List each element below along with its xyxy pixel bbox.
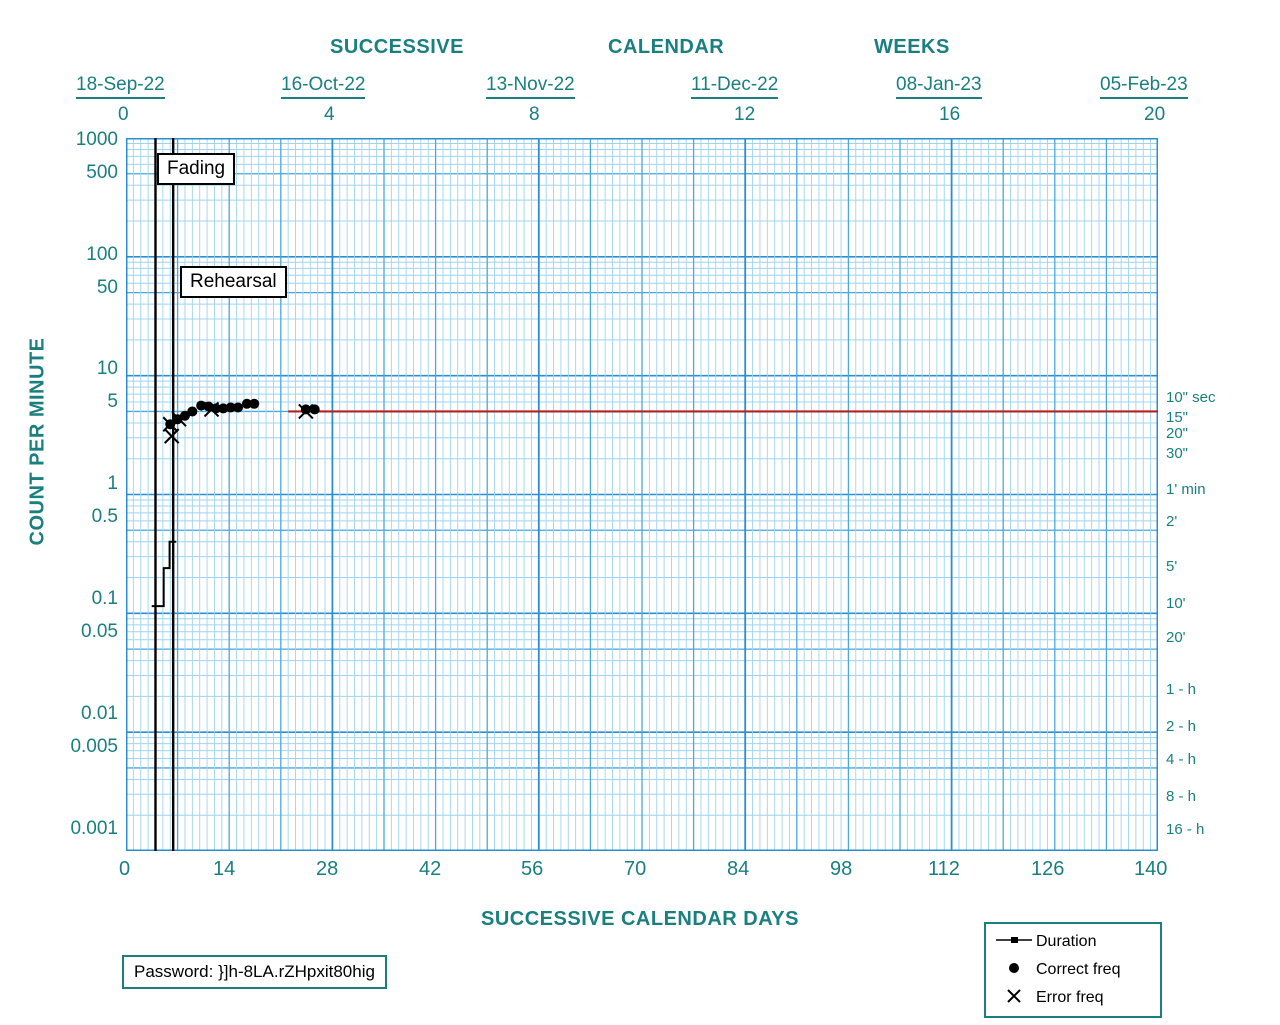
password-box: Password: }]h-8LA.rZHpxit80hig	[122, 955, 387, 989]
y-tick-label: 500	[86, 162, 118, 183]
x-tick-label: 42	[419, 858, 442, 880]
right-label: 15"	[1166, 409, 1189, 426]
chart-plot-area	[126, 138, 1158, 851]
y-tick-label: 0.05	[81, 621, 118, 642]
y-tick-label: 100	[86, 244, 118, 265]
phase-label-rehearsal: Rehearsal	[180, 266, 287, 298]
top-week-label: 8	[529, 104, 540, 125]
y-tick-label: 0.5	[91, 506, 118, 527]
x-tick-label: 28	[316, 858, 339, 880]
header-word-weeks: WEEKS	[874, 36, 950, 58]
right-label: 8 - h	[1166, 788, 1197, 805]
right-label: 2 - h	[1166, 718, 1197, 735]
top-date-label: 11-Dec-22	[691, 74, 778, 99]
y-axis-title: COUNT PER MINUTE	[26, 337, 49, 546]
y-tick-label: 0.01	[81, 703, 118, 724]
legend-label: Duration	[1036, 933, 1097, 950]
y-tick-label: 1000	[75, 129, 118, 150]
x-tick-label: 112	[928, 858, 960, 880]
top-date-label: 16-Oct-22	[281, 74, 365, 99]
right-label: 10" sec	[1166, 389, 1216, 406]
x-tick-label: 84	[727, 858, 750, 880]
duration-line-icon	[992, 933, 1036, 952]
y-tick-label: 0.005	[70, 736, 118, 757]
top-date-label: 13-Nov-22	[486, 74, 575, 99]
right-label: 5'	[1166, 558, 1178, 575]
legend-item	[992, 956, 1154, 984]
y-tick-label: 1	[107, 473, 118, 494]
right-label: 1' min	[1166, 481, 1206, 498]
y-tick-label: 10	[96, 358, 118, 379]
y-tick-label: 50	[96, 277, 118, 298]
top-week-label: 0	[118, 104, 129, 125]
phase-label-fading: Fading	[157, 153, 235, 185]
chart-header-words	[0, 36, 1280, 66]
header-word-successive: SUCCESSIVE	[330, 36, 464, 58]
right-label: 10'	[1166, 595, 1186, 612]
top-week-label: 16	[939, 104, 961, 125]
y-tick-label: 0.1	[91, 588, 118, 609]
top-date-label: 18-Sep-22	[76, 74, 165, 99]
standard-celeration-chart	[126, 138, 1158, 851]
dot-icon	[992, 961, 1036, 980]
top-date-axis	[0, 74, 1280, 100]
top-week-label: 20	[1144, 104, 1166, 125]
right-label: 4 - h	[1166, 751, 1197, 768]
legend-item	[992, 928, 1154, 956]
y-tick-label: 0.001	[70, 818, 118, 839]
top-week-axis	[0, 104, 1280, 128]
header-word-calendar: CALENDAR	[608, 36, 725, 58]
x-tick-label: 70	[624, 858, 647, 880]
top-week-label: 12	[734, 104, 756, 125]
top-date-label: 08-Jan-23	[896, 74, 982, 99]
x-axis-title: SUCCESSIVE CALENDAR DAYS	[481, 908, 799, 930]
x-tick-label: 140	[1134, 858, 1168, 880]
right-label: 1 - h	[1166, 681, 1197, 698]
right-label: 20"	[1166, 425, 1189, 442]
legend-label: Error freq	[1036, 989, 1104, 1006]
right-label: 20'	[1166, 629, 1186, 646]
legend-label: Correct freq	[1036, 961, 1121, 978]
legend-item	[992, 984, 1154, 1012]
right-label: 2'	[1166, 513, 1178, 530]
x-axis-tick-labels	[0, 858, 1280, 886]
right-label: 16 - h	[1166, 821, 1205, 838]
x-tick-label: 126	[1031, 858, 1065, 880]
chart-legend	[984, 922, 1162, 1018]
x-tick-label: 0	[119, 858, 131, 880]
right-label: 30"	[1166, 445, 1189, 462]
x-tick-label: 98	[830, 858, 853, 880]
top-date-label: 05-Feb-23	[1100, 74, 1188, 99]
y-tick-label: 5	[107, 391, 118, 412]
top-week-label: 4	[324, 104, 335, 125]
x-tick-label: 14	[213, 858, 236, 880]
x-tick-label: 56	[521, 858, 544, 880]
x-mark-icon	[992, 988, 1036, 1009]
